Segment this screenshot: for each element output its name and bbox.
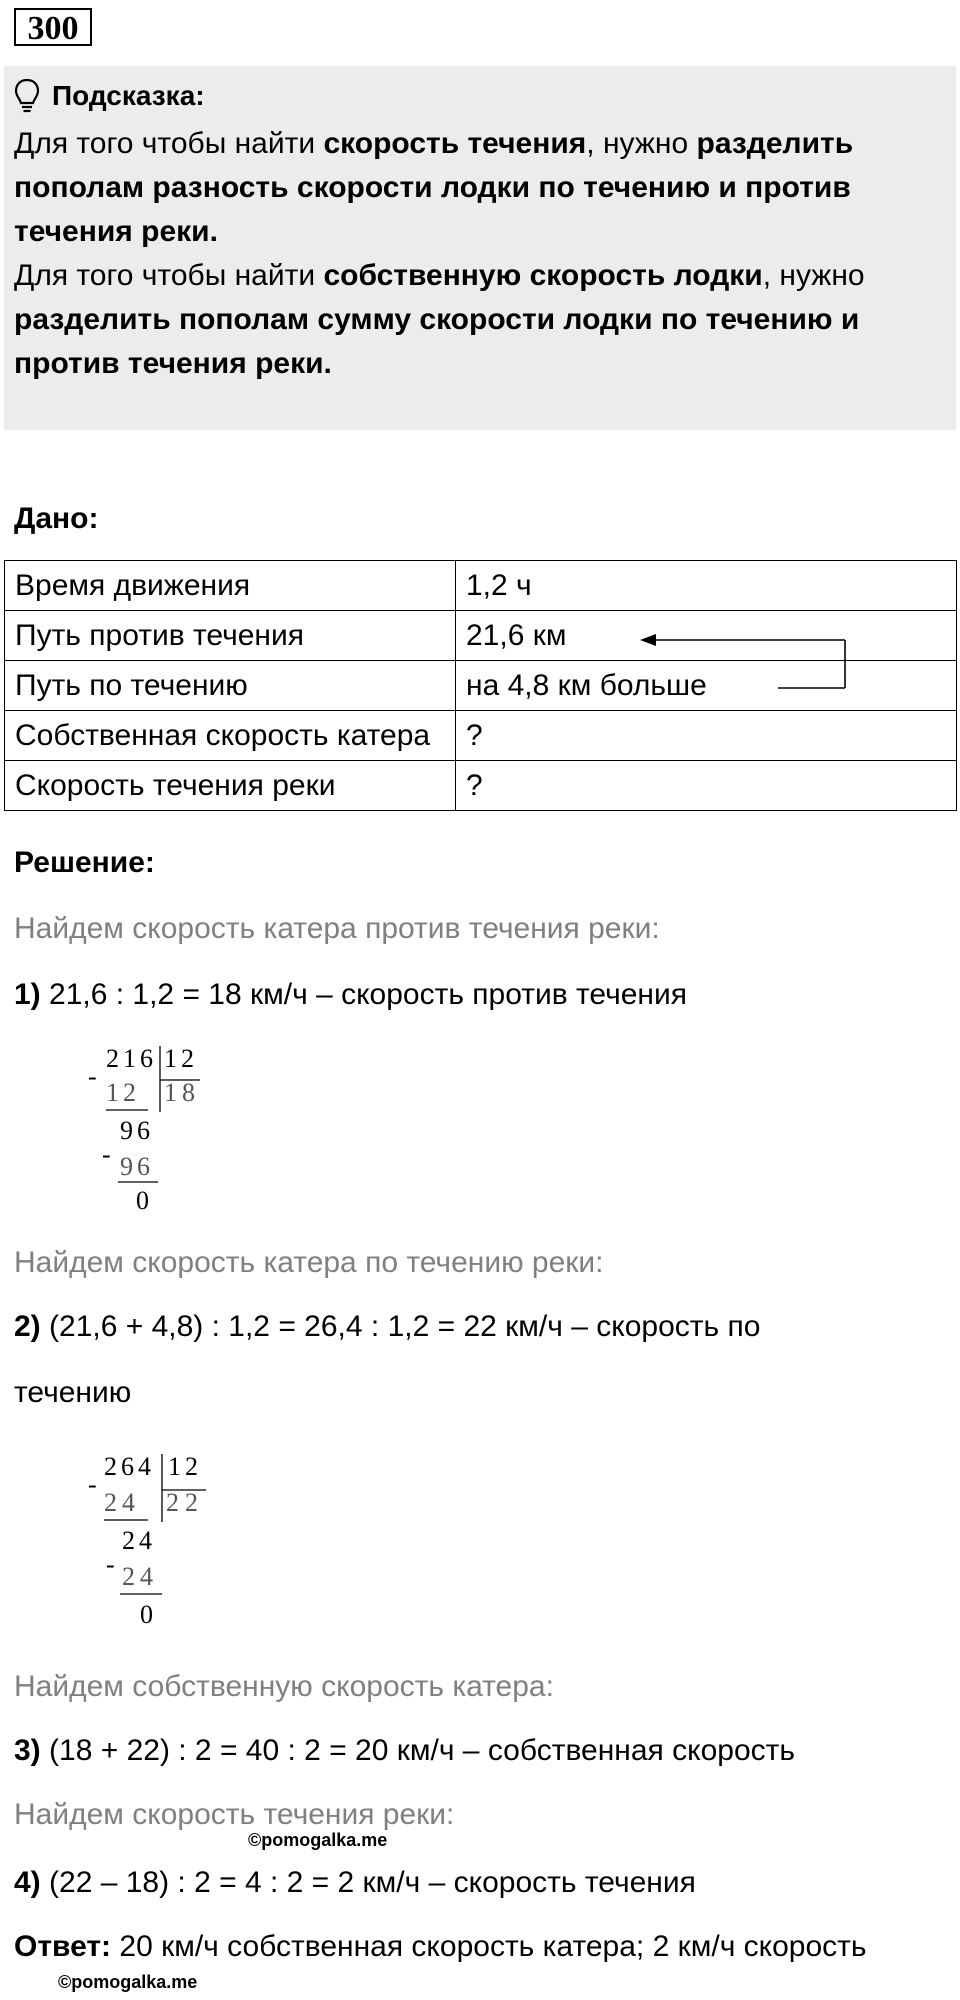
step2-line-cont: течению <box>14 1376 132 1409</box>
hint-paragraph-1: Для того чтобы найти скорость течения, нужно разделить пополам разность скорости лодки по течению и против течения реки. <box>14 127 854 248</box>
hint-paragraph-2: Для того чтобы найти собственную скорость лодки, нужно разделить пополам сумму скорости лодки по течению и против течения реки. <box>14 259 865 380</box>
step3-intro: Найдем собственную скорость катера: <box>14 1670 554 1703</box>
step4-intro: Найдем скорость течения реки: <box>14 1798 455 1831</box>
table-row: Собственная скорость катера ? <box>5 711 957 761</box>
long-division-1: - 216 12 12 18 96 - 96 0 <box>88 1044 200 1215</box>
table-row: Скорость течения реки ? <box>5 761 957 811</box>
table-row: Путь против течения 21,6 км <box>5 611 957 661</box>
hint-title: Подсказка: <box>14 78 205 114</box>
long-division-2: - 264 12 24 22 24 - 24 0 <box>88 1452 204 1629</box>
step2-intro: Найдем скорость катера по течению реки: <box>14 1246 604 1279</box>
watermark-2: ©pomogalka.me <box>58 1972 198 1992</box>
watermark-1: ©pomogalka.me <box>248 1830 388 1850</box>
table-row: Путь по течению на 4,8 км больше <box>5 661 957 711</box>
step3-line: 3) (18 + 22) : 2 = 40 : 2 = 20 км/ч – собственная скорость <box>14 1734 796 1767</box>
step2-line: 2) (21,6 + 4,8) : 1,2 = 26,4 : 1,2 = 22 км/ч – скорость по <box>14 1310 761 1343</box>
step4-line: 4) (22 – 18) : 2 = 4 : 2 = 2 км/ч – скорость течения <box>14 1866 696 1899</box>
table-row: Время движения 1,2 ч <box>5 561 957 611</box>
step1-intro: Найдем скорость катера против течения реки: <box>14 912 660 945</box>
exercise-number: 300 <box>14 8 92 46</box>
comparison-arrow <box>0 0 960 720</box>
solution-label: Решение: <box>14 846 155 879</box>
answer-line: Ответ: 20 км/ч собственная скорость катера; 2 км/ч скорость <box>14 1930 867 1963</box>
step1-line: 1) 21,6 : 1,2 = 18 км/ч – скорость против течения <box>14 978 688 1011</box>
given-label: Дано: <box>14 502 99 535</box>
